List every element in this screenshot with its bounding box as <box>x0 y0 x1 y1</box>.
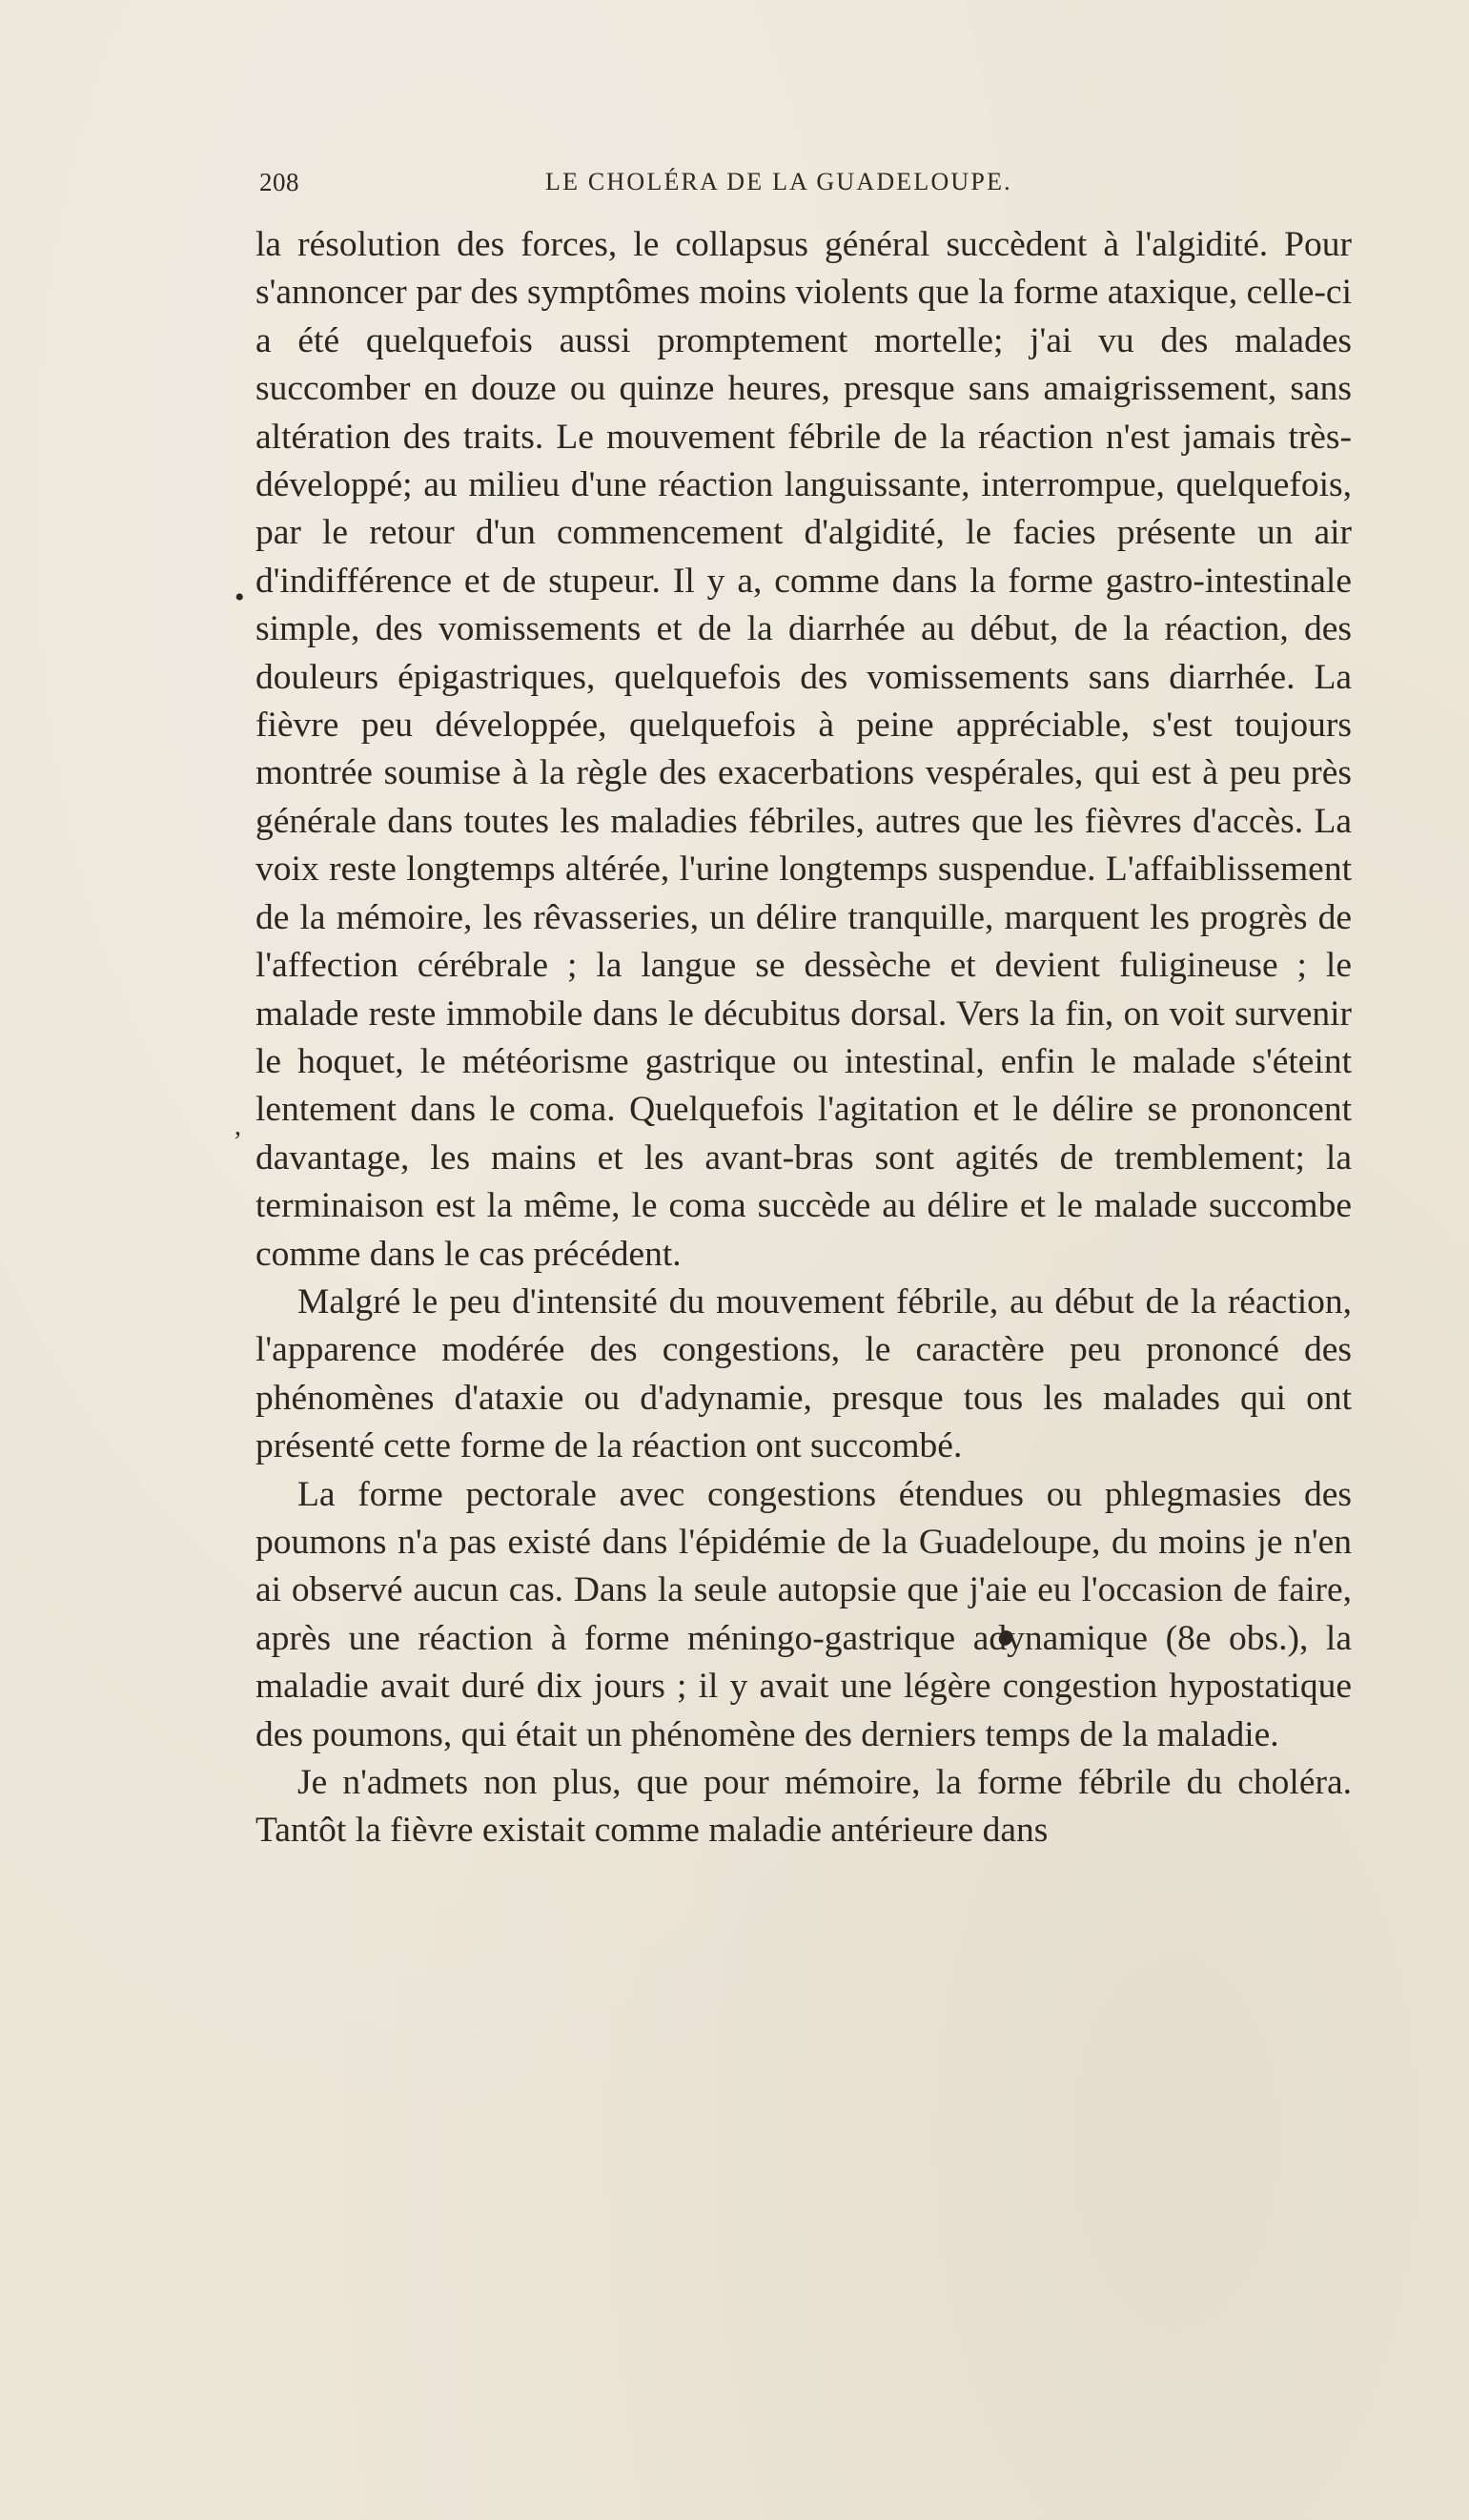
running-title: LE CHOLÉRA DE LA GUADELOUPE. <box>545 168 1012 195</box>
body-text <box>255 221 1352 1855</box>
margin-mark: • <box>235 582 245 613</box>
paragraph: la résolution des forces, le collapsus général succèdent à l'algidité. Pour s'annoncer par des symptômes moins violents que la forme ataxique, celle-ci a été quelquefois aussi promptement mortelle; j'ai vu des malades succomber en douze ou quinze heures, presque sans amaigrissement, sans altération des traits. Le mouvement fébrile de la réaction n'est jamais très-développé; au milieu d'une réaction languissante, interrompue, quelquefois, par le retour d'un commencement d'algidité, le facies présente un air d'indifférence et de stupeur. Il y a, comme dans la forme gastro-intestinale simple, des vomissements et de la diarrhée au début, de la réaction, des douleurs épigastriques, quelquefois des vomissements sans diarrhée. La fièvre peu développée, quelquefois à peine appréciable, s'est toujours montrée soumise à la règle des exacerbations vespérales, qui est à peu près générale dans toutes les maladies fébriles, autres que les fièvres d'accès. La voix reste longtemps altérée, l'urine longtemps suspendue. L'affaiblissement de la mémoire, les rêvasseries, un délire tranquille, marquent les progrès de l'affection cérébrale ; la langue se dessèche et devient fuligineuse ; le malade reste immobile dans le décubitus dorsal. Vers la fin, on voit survenir le hoquet, le météorisme gastrique ou intestinal, enfin le malade s'éteint lentement dans le coma. Quelquefois l'agitation et le délire se prononcent davantage, les mains et les avant-bras sont agités de tremblement; la terminaison est la même, le coma succède au délire et le malade succombe comme dans le cas précédent. <box>255 225 1352 1274</box>
paragraph: Malgré le peu d'intensité du mouvement fébrile, au début de la réaction, l'apparence modérée des congestions, le caractère peu prononcé des phénomènes d'ataxie ou d'adynamie, presque tous les malades qui ont présenté cette forme de la réaction ont succombé. <box>255 1281 1352 1466</box>
running-head <box>259 168 1352 206</box>
paragraph: La forme pectorale avec congestions étendues ou phlegmasies des poumons n'a pas existé dans l'épidémie de la Guadeloupe, du moins je n'en ai observé aucun cas. Dans la seule autopsie que j'aie eu l'occasion de faire, après une réaction à forme méningo-gastrique adynamique (8e obs.), la maladie avait duré dix jours ; il y avait une légère congestion hypostatique des poumons, qui était un phénomène des derniers temps de la maladie. <box>255 1474 1352 1754</box>
margin-mark: , <box>235 1112 241 1141</box>
paragraph: Je n'admets non plus, que pour mémoire, la forme fébrile du choléra. Tantôt la fièvre existait comme maladie antérieure dans <box>255 1763 1352 1851</box>
page-number: 208 <box>259 168 299 196</box>
